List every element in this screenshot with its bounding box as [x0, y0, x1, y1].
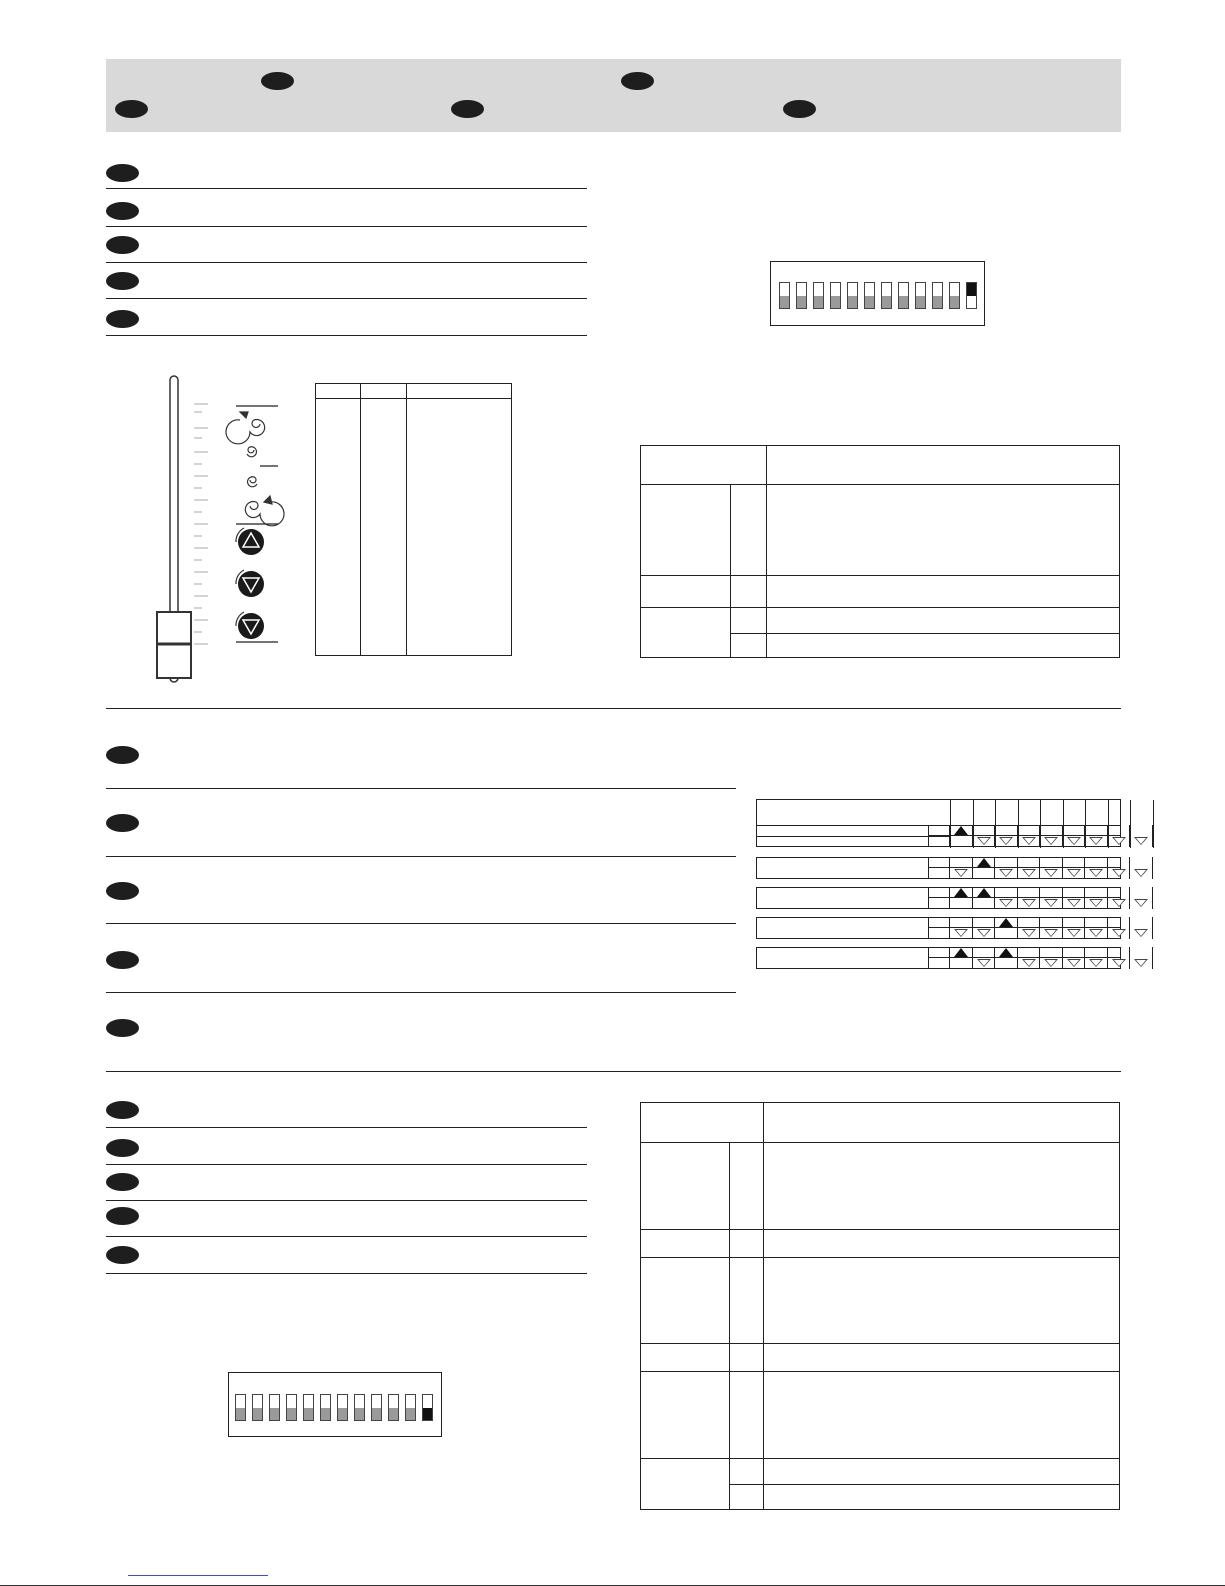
- switch-down-marker: [999, 869, 1013, 877]
- dip-position: [337, 1394, 348, 1421]
- dip-position: [898, 282, 909, 309]
- dip-position: [286, 1394, 297, 1421]
- arrow-down-circle-icon: [236, 570, 264, 597]
- header-band: [106, 59, 1121, 132]
- switch-up-marker: [954, 888, 968, 897]
- switch-down-marker: [1112, 899, 1126, 907]
- spiral-cw-large-icon: [245, 502, 284, 526]
- switch-down-marker: [1089, 929, 1103, 937]
- list-marker: [106, 746, 139, 764]
- switch-down-marker: [1044, 929, 1058, 937]
- switch-down-marker: [1067, 869, 1081, 877]
- dip-position-active: [422, 1394, 433, 1421]
- dip-position: [320, 1394, 331, 1421]
- switch-down-marker: [1134, 959, 1148, 967]
- switch-down-marker: [1134, 899, 1148, 907]
- switch-down-marker: [1112, 837, 1126, 845]
- switch-down-marker: [1044, 837, 1058, 845]
- switch-down-marker: [1112, 869, 1126, 877]
- setting-row: [756, 917, 1121, 939]
- language-marker: [261, 72, 294, 90]
- slider-scale: [194, 404, 208, 644]
- list-marker: [106, 1101, 139, 1119]
- dip-position: [252, 1394, 263, 1421]
- dip-position-active: [966, 282, 977, 309]
- spiral-ccw-small-icon: [247, 447, 256, 457]
- arrow-up-circle-icon: [236, 528, 264, 555]
- list-divider: [106, 992, 736, 993]
- dip-position: [847, 282, 858, 309]
- list-divider: [106, 226, 587, 227]
- list-marker: [106, 814, 139, 832]
- list-divider: [106, 1236, 587, 1237]
- dip-position: [813, 282, 824, 309]
- switch-down-marker: [1067, 929, 1081, 937]
- slider-diagram: [150, 372, 290, 692]
- dip-position: [235, 1394, 246, 1421]
- settings-table: [640, 445, 1120, 658]
- list-divider: [106, 188, 587, 189]
- setting-row: [756, 887, 1121, 909]
- dip-position: [932, 282, 943, 309]
- list-marker: [106, 1019, 139, 1037]
- switch-down-marker: [1022, 869, 1036, 877]
- dip-switch: [228, 1372, 442, 1437]
- settings-table: [640, 1102, 1120, 1510]
- switch-down-marker: [1089, 899, 1103, 907]
- language-marker: [115, 100, 148, 118]
- switch-down-marker: [1044, 869, 1058, 877]
- list-divider: [106, 335, 587, 336]
- switch-down-marker: [1022, 837, 1036, 845]
- dip-position: [779, 282, 790, 309]
- switch-down-marker: [1022, 899, 1036, 907]
- setting-row: [756, 947, 1121, 969]
- list-divider: [106, 1127, 587, 1128]
- list-divider: [106, 1164, 587, 1165]
- switch-down-marker: [1067, 959, 1081, 967]
- footer-link[interactable]: [128, 1575, 268, 1576]
- list-marker: [106, 951, 139, 969]
- switch-down-marker: [1044, 899, 1058, 907]
- dip-switch: [770, 261, 985, 326]
- switch-setting-table: [756, 799, 1121, 979]
- switch-up-marker: [954, 826, 968, 835]
- switch-up-marker: [977, 888, 991, 897]
- list-marker: [106, 1139, 139, 1157]
- section-separator: [106, 1071, 1121, 1072]
- switch-down-marker: [977, 959, 991, 967]
- switch-down-marker: [1089, 837, 1103, 845]
- switch-down-marker: [954, 869, 968, 877]
- switch-up-marker: [977, 858, 991, 867]
- switch-down-marker: [954, 929, 968, 937]
- switch-down-marker: [1134, 837, 1148, 845]
- dip-position: [269, 1394, 280, 1421]
- section-separator: [106, 708, 1121, 709]
- switch-down-marker: [1134, 869, 1148, 877]
- spiral-cw-small-icon: [248, 477, 257, 487]
- list-divider: [106, 1273, 587, 1274]
- switch-down-marker: [1044, 959, 1058, 967]
- list-marker: [106, 202, 139, 220]
- switch-down-marker: [1134, 929, 1148, 937]
- arrow-down-circle-icon: [236, 612, 264, 639]
- dip-position: [830, 282, 841, 309]
- setting-row: [756, 825, 1121, 847]
- switch-down-marker: [1112, 959, 1126, 967]
- switch-up-marker: [999, 948, 1013, 957]
- dip-position: [405, 1394, 416, 1421]
- list-marker: [106, 1246, 139, 1264]
- spiral-ccw-large-icon: [226, 420, 265, 444]
- switch-down-marker: [999, 837, 1013, 845]
- switch-down-marker: [1089, 869, 1103, 877]
- switch-down-marker: [1089, 959, 1103, 967]
- dip-position: [303, 1394, 314, 1421]
- switch-down-marker: [999, 899, 1013, 907]
- indicator-table: [315, 383, 512, 656]
- list-divider: [106, 298, 587, 299]
- dip-position: [915, 282, 926, 309]
- list-divider: [106, 262, 587, 263]
- list-divider: [106, 1200, 587, 1201]
- switch-up-marker: [954, 948, 968, 957]
- dip-position: [864, 282, 875, 309]
- language-marker: [451, 100, 484, 118]
- language-marker: [783, 100, 816, 118]
- list-marker: [106, 164, 139, 182]
- switch-down-marker: [1112, 929, 1126, 937]
- switch-down-marker: [1067, 837, 1081, 845]
- switch-down-marker: [1022, 929, 1036, 937]
- list-marker: [106, 310, 139, 328]
- list-marker: [106, 236, 139, 254]
- dip-position: [354, 1394, 365, 1421]
- setting-row: [756, 857, 1121, 879]
- dip-position: [388, 1394, 399, 1421]
- language-marker: [621, 72, 654, 90]
- list-divider: [106, 923, 736, 924]
- list-divider: [106, 856, 736, 857]
- switch-down-marker: [1067, 899, 1081, 907]
- list-marker: [106, 272, 139, 290]
- list-divider: [106, 788, 736, 789]
- switch-up-marker: [999, 918, 1013, 927]
- dip-position: [949, 282, 960, 309]
- switch-down-marker: [977, 929, 991, 937]
- switch-down-marker: [1022, 959, 1036, 967]
- list-marker: [106, 882, 139, 900]
- list-marker: [106, 1207, 139, 1225]
- list-marker: [106, 1173, 139, 1191]
- dip-position: [796, 282, 807, 309]
- switch-down-marker: [977, 837, 991, 845]
- dip-position: [881, 282, 892, 309]
- dip-position: [371, 1394, 382, 1421]
